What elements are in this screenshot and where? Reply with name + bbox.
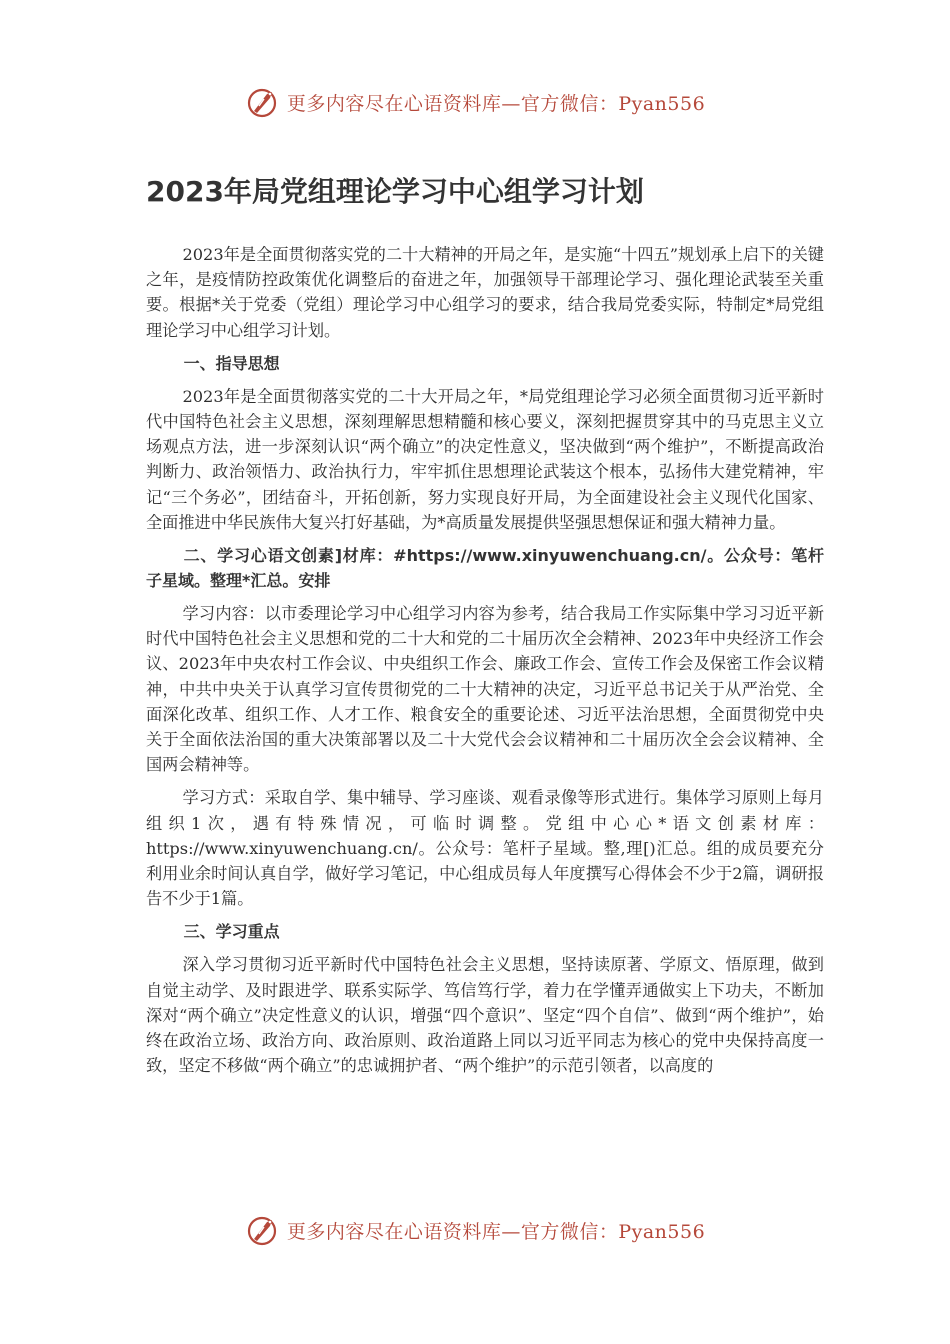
pen-nib-circle-icon [245, 84, 281, 120]
banner-text: 更多内容尽在心语资料库—官方微信：Pyan556 [286, 1220, 706, 1243]
banner-text: 更多内容尽在心语资料库—官方微信：Pyan556 [286, 92, 706, 115]
guiding-thought-paragraph: 2023年是全面贯彻落实党的二十大开局之年，*局党组理论学习必须全面贯彻习近平新时代中国特色社会主义思想，深刻理解思想精髓和核心要义，深刻把握贯穿其中的马克思主义立场观点方法，进一步深刻认识“两个确立”的决定性意义，坚决做到“两个维护”，不断提高政治判断力、政治领悟力、政治执行力，牢牢抓住思想理论武装这个根本，弘扬伟大建党精神，牢记“三个务必”，团结奋斗，开拓创新，努力实现良好开局，为全面建设社会主义现代化国家、全面推进中华民族伟大复兴打好基础，为*高质量发展提供坚强思想保证和强大精神力量。 [146, 386, 824, 532]
study-arrangement-heading-text: 二、学习心语文创素]材库：#https://www.xinyuwenchuang.cn/。公众号：笔杆子星域。整理*汇总。安排 [146, 546, 824, 591]
header-banner [0, 80, 950, 124]
study-focus-paragraph: 深入学习贯彻习近平新时代中国特色社会主义思想，坚持读原著、学原文、悟原理，做到自觉主动学、及时跟进学、联系实际学、笃信笃行学，着力在学懂弄通做实上下功夫，不断加深对“两个确立”决定性意义的认识，增强“四个意识”、坚定“四个自信”、做到“两个维护”，始终在政治立场、政治方向、政治原则、政治道路上同以习近平同志为核心的党中央保持高度一致，坚定不移做“两个确立”的忠诚拥护者、“两个维护”的示范引领者，以高度的 [146, 955, 824, 1076]
section-heading-study-focus: 三、学习重点 [183, 922, 280, 942]
section-heading-guiding-thought: 一、指导思想 [183, 353, 280, 373]
section-heading-study-arrangement [146, 543, 824, 593]
study-method-paragraph: 学习方式：采取自学、集中辅导、学习座谈、观看录像等形式进行。集体学习原则上每月组织1次，遇有特殊情况，可临时调整。党组中心心*语文创素材库：https://www.xinyuwenchuang.cn/。公众号：笔杆子星域。整,理[)汇总。组的成员要充分利用业余时间认真自学，做好学习笔记，中心组成员每人年度撰写心得体会不少于2篇，调研报告不少于1篇。 [146, 788, 824, 909]
study-content-paragraph: 学习内容：以市委理论学习中心组学习内容为参考，结合我局工作实际集中学习习近平新时代中国特色社会主义思想和党的二十大和党的二十届历次全会精神、2023年中央经济工作会议、2023年中央农村工作会议、中央组织工作会、廉政工作会、宣传工作会及保密工作会议精神，中共中央关于认真学习宣传贯彻党的二十大精神的决定，习近平总书记关于从严治党、全面深化改革、组织工作、人才工作、粮食安全的重要论述、习近平法治思想，全面贯彻党中央关于全面依法治国的重大决策部署以及二十大党代会会议精神和二十届历次全会会议精神、全国两会精神等。 [146, 604, 824, 775]
footer-banner [0, 1208, 950, 1252]
document-title: 2023年局党组理论学习中心组学习计划 [146, 175, 644, 208]
intro-paragraph: 2023年是全面贯彻落实党的二十大精神的开局之年，是实施“十四五”规划承上启下的关键之年，是疫情防控政策优化调整后的奋进之年，加强领导干部理论学习、强化理论武装至关重要。根据*关于党委（党组）理论学习中心组学习的要求，结合我局党委实际，特制定*局党组理论学习中心组学习计划。 [146, 245, 824, 340]
pen-nib-circle-icon [245, 1212, 281, 1248]
document-body [146, 170, 824, 1086]
